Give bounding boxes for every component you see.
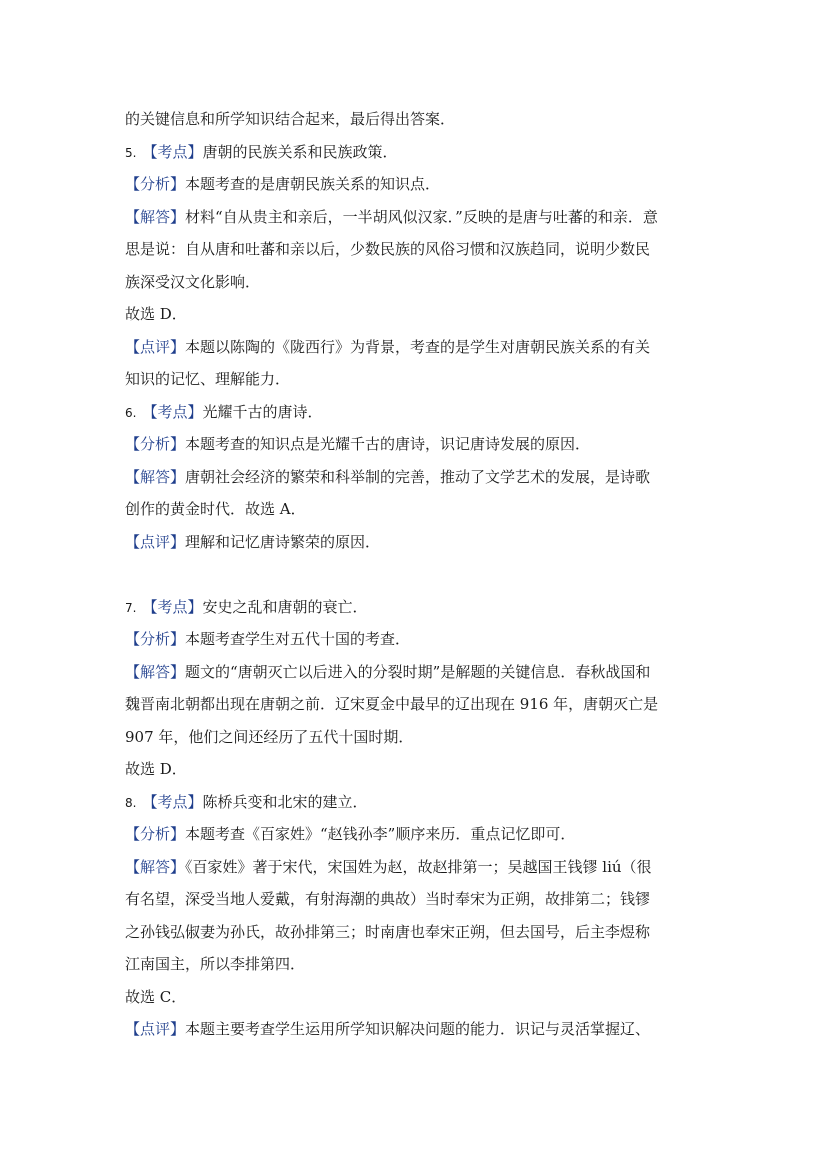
fenxi-text: 本题考查的知识点是光耀千古的唐诗，识记唐诗发展的原因． (185, 435, 591, 453)
fenxi-tag: 【分析】 (125, 435, 186, 453)
q7-jieda-line (125, 656, 705, 689)
question-number: 8. (125, 795, 137, 810)
dianping-text: 本题以陈陶的《陇西行》为背景，考查的是学生对唐朝民族关系的有关 (185, 337, 651, 356)
kaodian-tag: 【考点】 (142, 792, 203, 811)
q8-fenxi-line (125, 818, 705, 851)
kaodian-text: 安史之乱和唐朝的衰亡． (202, 597, 368, 616)
text-line (125, 493, 705, 526)
kaodian-text: 陈桥兵变和北宋的建立． (202, 792, 368, 811)
answer-choice: 故选 D． (125, 305, 187, 323)
jieda-text: 思是说：自从唐和吐蕃和亲以后，少数民族的风俗习惯和汉族趋同，说明少数民 (125, 240, 651, 258)
text-line (125, 721, 705, 754)
q7-choice-line (125, 753, 705, 786)
q5-fenxi-line (125, 168, 705, 201)
text-line (125, 948, 705, 981)
fenxi-text: 本题考查学生对五代十国的考查． (185, 630, 411, 648)
q8-dianping-line (125, 1013, 705, 1046)
q6-dianping-line (125, 526, 705, 559)
q6-fenxi-line (125, 428, 705, 461)
jieda-text: 有名望，深受当地人爱戴，有射海潮的典故）当时奉宋为正朔，故排第二；钱镠 (125, 890, 651, 908)
jieda-tag: 【解答】 (125, 467, 186, 486)
answer-choice: 故选 D． (125, 760, 187, 778)
jieda-text: 创作的黄金时代．故选 A． (125, 500, 306, 518)
fenxi-tag: 【分析】 (125, 825, 186, 843)
answer-explanations (125, 103, 705, 1046)
fenxi-text: 本题考查《百家姓》“赵钱孙李”顺序来历．重点记忆即可． (185, 825, 576, 843)
answer-choice: 故选 C． (125, 987, 187, 1006)
text-line (125, 688, 705, 721)
fenxi-tag: 【分析】 (125, 630, 186, 648)
kaodian-tag: 【考点】 (142, 142, 203, 161)
text-line (125, 916, 705, 949)
dianping-text: 知识的记忆、理解能力． (125, 370, 291, 388)
spacer (125, 558, 705, 591)
dianping-text: 本题主要考查学生运用所学知识解决问题的能力．识记与灵活掌握辽、 (185, 1020, 651, 1038)
q7-kaodian-line (125, 591, 705, 624)
q5-jieda-line (125, 201, 705, 234)
q6-kaodian-line (125, 396, 705, 429)
q8-kaodian-line (125, 786, 705, 819)
jieda-text: 魏晋南北朝都出现在唐朝之前．辽宋夏金中最早的辽出现在 916 年，唐朝灭亡是 (125, 695, 659, 713)
q5-dianping-line (125, 331, 705, 364)
q5-kaodian-line (125, 136, 705, 169)
kaodian-text: 光耀千古的唐诗． (202, 402, 323, 421)
dianping-tag: 【点评】 (125, 532, 186, 551)
fenxi-tag: 【分析】 (125, 175, 186, 193)
jieda-text: 之孙钱弘俶妻为孙氏，故孙排第三；时南唐也奉宋正朔，但去国号，后主李煜称 (125, 922, 651, 941)
paragraph-text: 的关键信息和所学知识结合起来，最后得出答案． (125, 110, 456, 128)
q8-choice-line (125, 981, 705, 1014)
jieda-tag: 【解答】 (125, 207, 186, 226)
jieda-text: 《百家姓》著于宋代，宋国姓为赵，故赵排第一；吴越国王钱镠 liú（很 (185, 857, 652, 876)
text-line (125, 883, 705, 916)
jieda-text: 族深受汉文化影响． (125, 272, 261, 291)
jieda-tag: 【解答】 (125, 662, 186, 681)
question-number: 7. (125, 600, 137, 615)
jieda-text: 题文的“唐朝灭亡以后进入的分裂时期”是解题的关键信息．春秋战国和 (185, 662, 651, 681)
jieda-tag: 【解答】 (125, 857, 186, 876)
jieda-text: 江南国主，所以李排第四． (125, 955, 306, 973)
jieda-text: 907 年，他们之间还经历了五代十国时期． (125, 727, 414, 746)
text-line (125, 363, 705, 396)
jieda-text: 唐朝社会经济的繁荣和科举制的完善，推动了文学艺术的发展，是诗歌 (185, 467, 651, 486)
dianping-tag: 【点评】 (125, 1020, 186, 1038)
q8-jieda-line (125, 851, 705, 884)
kaodian-tag: 【考点】 (142, 597, 203, 616)
q5-choice-line (125, 298, 705, 331)
question-number: 6. (125, 405, 137, 420)
question-number: 5. (125, 145, 137, 160)
text-line (125, 233, 705, 266)
text-line (125, 266, 705, 299)
fenxi-text: 本题考查的是唐朝民族关系的知识点． (185, 175, 441, 193)
dianping-tag: 【点评】 (125, 337, 186, 356)
jieda-text: 材料“自从贵主和亲后，一半胡风似汉家．”反映的是唐与吐蕃的和亲．意 (185, 207, 658, 226)
q6-jieda-line (125, 461, 705, 494)
kaodian-tag: 【考点】 (142, 402, 203, 421)
text-line (125, 103, 705, 136)
q7-fenxi-line (125, 623, 705, 656)
kaodian-text: 唐朝的民族关系和民族政策． (202, 142, 398, 161)
dianping-text: 理解和记忆唐诗繁荣的原因． (185, 532, 381, 551)
